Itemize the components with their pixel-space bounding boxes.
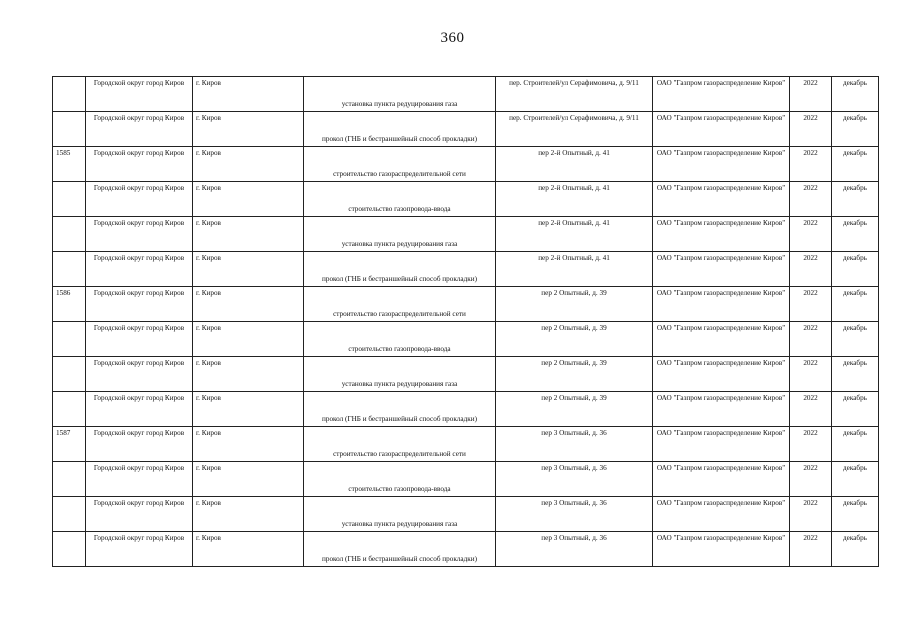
work-type-cell: строительство газопровода-ввода — [304, 182, 496, 217]
address-cell: пер 3 Опытный, д. 36 — [496, 497, 653, 532]
month-cell: декабрь — [832, 217, 879, 252]
row-number-cell — [53, 532, 86, 567]
month-cell: декабрь — [832, 462, 879, 497]
address-cell: пер 3 Опытный, д. 36 — [496, 427, 653, 462]
locality-cell: г. Киров — [193, 322, 304, 357]
locality-cell: г. Киров — [193, 252, 304, 287]
work-type-cell: установка пункта редуцирования газа — [304, 217, 496, 252]
year-cell: 2022 — [790, 217, 832, 252]
month-cell: декабрь — [832, 252, 879, 287]
locality-cell: г. Киров — [193, 462, 304, 497]
year-cell: 2022 — [790, 532, 832, 567]
month-cell: декабрь — [832, 497, 879, 532]
organization-cell: ОАО "Газпром газораспределение Киров" — [653, 497, 790, 532]
row-number-cell — [53, 322, 86, 357]
organization-cell: ОАО "Газпром газораспределение Киров" — [653, 252, 790, 287]
work-type-cell: установка пункта редуцирования газа — [304, 357, 496, 392]
row-number-cell: 1587 — [53, 427, 86, 462]
year-cell: 2022 — [790, 497, 832, 532]
year-cell: 2022 — [790, 287, 832, 322]
table-row — [53, 112, 879, 147]
year-cell: 2022 — [790, 252, 832, 287]
table-row — [53, 532, 879, 567]
municipality-cell: Городской округ город Киров — [86, 112, 193, 147]
address-cell: пер 2 Опытный, д. 39 — [496, 392, 653, 427]
month-cell: декабрь — [832, 77, 879, 112]
row-number-cell — [53, 462, 86, 497]
address-cell: пер 2 Опытный, д. 39 — [496, 322, 653, 357]
page-number: 360 — [440, 30, 465, 46]
year-cell: 2022 — [790, 392, 832, 427]
row-number-cell — [53, 182, 86, 217]
month-cell: декабрь — [832, 147, 879, 182]
organization-cell: ОАО "Газпром газораспределение Киров" — [653, 532, 790, 567]
municipality-cell: Городской округ город Киров — [86, 217, 193, 252]
month-cell: декабрь — [832, 392, 879, 427]
row-number-cell — [53, 357, 86, 392]
work-type-cell: строительство газораспределительной сети — [304, 427, 496, 462]
table-row — [53, 252, 879, 287]
month-cell: декабрь — [832, 287, 879, 322]
table-row — [53, 427, 879, 462]
locality-cell: г. Киров — [193, 392, 304, 427]
address-cell: пер 2-й Опытный, д. 41 — [496, 182, 653, 217]
table-row — [53, 77, 879, 112]
municipality-cell: Городской округ город Киров — [86, 357, 193, 392]
year-cell: 2022 — [790, 322, 832, 357]
locality-cell: г. Киров — [193, 217, 304, 252]
row-number-cell — [53, 392, 86, 427]
row-number-cell — [53, 252, 86, 287]
table-row — [53, 462, 879, 497]
registry-table-body — [53, 77, 879, 567]
year-cell: 2022 — [790, 462, 832, 497]
municipality-cell: Городской округ город Киров — [86, 287, 193, 322]
municipality-cell: Городской округ город Киров — [86, 462, 193, 497]
work-type-cell: прокол (ГНБ и бестраншейный способ прокладки) — [304, 532, 496, 567]
work-type-cell: строительство газораспределительной сети — [304, 287, 496, 322]
organization-cell: ОАО "Газпром газораспределение Киров" — [653, 147, 790, 182]
table-row — [53, 287, 879, 322]
municipality-cell: Городской округ город Киров — [86, 252, 193, 287]
address-cell: пер 2 Опытный, д. 39 — [496, 287, 653, 322]
locality-cell: г. Киров — [193, 532, 304, 567]
work-type-cell: прокол (ГНБ и бестраншейный способ прокладки) — [304, 252, 496, 287]
locality-cell: г. Киров — [193, 427, 304, 462]
address-cell: пер 2-й Опытный, д. 41 — [496, 252, 653, 287]
municipality-cell: Городской округ город Киров — [86, 497, 193, 532]
municipality-cell: Городской округ город Киров — [86, 77, 193, 112]
address-cell: пер 3 Опытный, д. 36 — [496, 462, 653, 497]
organization-cell: ОАО "Газпром газораспределение Киров" — [653, 357, 790, 392]
month-cell: декабрь — [832, 112, 879, 147]
table-row — [53, 497, 879, 532]
work-type-cell: установка пункта редуцирования газа — [304, 497, 496, 532]
locality-cell: г. Киров — [193, 497, 304, 532]
table-row — [53, 182, 879, 217]
address-cell: пер 2 Опытный, д. 39 — [496, 357, 653, 392]
work-type-cell: строительство газопровода-ввода — [304, 462, 496, 497]
year-cell: 2022 — [790, 147, 832, 182]
organization-cell: ОАО "Газпром газораспределение Киров" — [653, 112, 790, 147]
year-cell: 2022 — [790, 112, 832, 147]
organization-cell: ОАО "Газпром газораспределение Киров" — [653, 392, 790, 427]
month-cell: декабрь — [832, 427, 879, 462]
work-type-cell: строительство газопровода-ввода — [304, 322, 496, 357]
work-type-cell: строительство газораспределительной сети — [304, 147, 496, 182]
organization-cell: ОАО "Газпром газораспределение Киров" — [653, 77, 790, 112]
locality-cell: г. Киров — [193, 77, 304, 112]
table-row — [53, 217, 879, 252]
address-cell: пер. Строителей/ул Серафимовича, д. 9/11 — [496, 112, 653, 147]
year-cell: 2022 — [790, 427, 832, 462]
row-number-cell — [53, 217, 86, 252]
year-cell: 2022 — [790, 357, 832, 392]
municipality-cell: Городской округ город Киров — [86, 182, 193, 217]
table-row — [53, 322, 879, 357]
work-type-cell: прокол (ГНБ и бестраншейный способ прокладки) — [304, 112, 496, 147]
organization-cell: ОАО "Газпром газораспределение Киров" — [653, 462, 790, 497]
work-type-cell: прокол (ГНБ и бестраншейный способ прокладки) — [304, 392, 496, 427]
year-cell: 2022 — [790, 77, 832, 112]
locality-cell: г. Киров — [193, 182, 304, 217]
organization-cell: ОАО "Газпром газораспределение Киров" — [653, 182, 790, 217]
work-type-cell: установка пункта редуцирования газа — [304, 77, 496, 112]
month-cell: декабрь — [832, 532, 879, 567]
organization-cell: ОАО "Газпром газораспределение Киров" — [653, 287, 790, 322]
locality-cell: г. Киров — [193, 357, 304, 392]
municipality-cell: Городской округ город Киров — [86, 392, 193, 427]
month-cell: декабрь — [832, 322, 879, 357]
address-cell: пер 2-й Опытный, д. 41 — [496, 217, 653, 252]
row-number-cell: 1585 — [53, 147, 86, 182]
month-cell: декабрь — [832, 357, 879, 392]
month-cell: декабрь — [832, 182, 879, 217]
table-row — [53, 357, 879, 392]
municipality-cell: Городской округ город Киров — [86, 322, 193, 357]
address-cell: пер. Строителей/ул Серафимовича, д. 9/11 — [496, 77, 653, 112]
row-number-cell — [53, 77, 86, 112]
row-number-cell: 1586 — [53, 287, 86, 322]
locality-cell: г. Киров — [193, 147, 304, 182]
organization-cell: ОАО "Газпром газораспределение Киров" — [653, 322, 790, 357]
municipality-cell: Городской округ город Киров — [86, 427, 193, 462]
organization-cell: ОАО "Газпром газораспределение Киров" — [653, 217, 790, 252]
table-row — [53, 392, 879, 427]
municipality-cell: Городской округ город Киров — [86, 147, 193, 182]
organization-cell: ОАО "Газпром газораспределение Киров" — [653, 427, 790, 462]
table-row — [53, 147, 879, 182]
year-cell: 2022 — [790, 182, 832, 217]
row-number-cell — [53, 497, 86, 532]
address-cell: пер 3 Опытный, д. 36 — [496, 532, 653, 567]
address-cell: пер 2-й Опытный, д. 41 — [496, 147, 653, 182]
locality-cell: г. Киров — [193, 112, 304, 147]
municipality-cell: Городской округ город Киров — [86, 532, 193, 567]
registry-table — [52, 76, 879, 567]
locality-cell: г. Киров — [193, 287, 304, 322]
row-number-cell — [53, 112, 86, 147]
